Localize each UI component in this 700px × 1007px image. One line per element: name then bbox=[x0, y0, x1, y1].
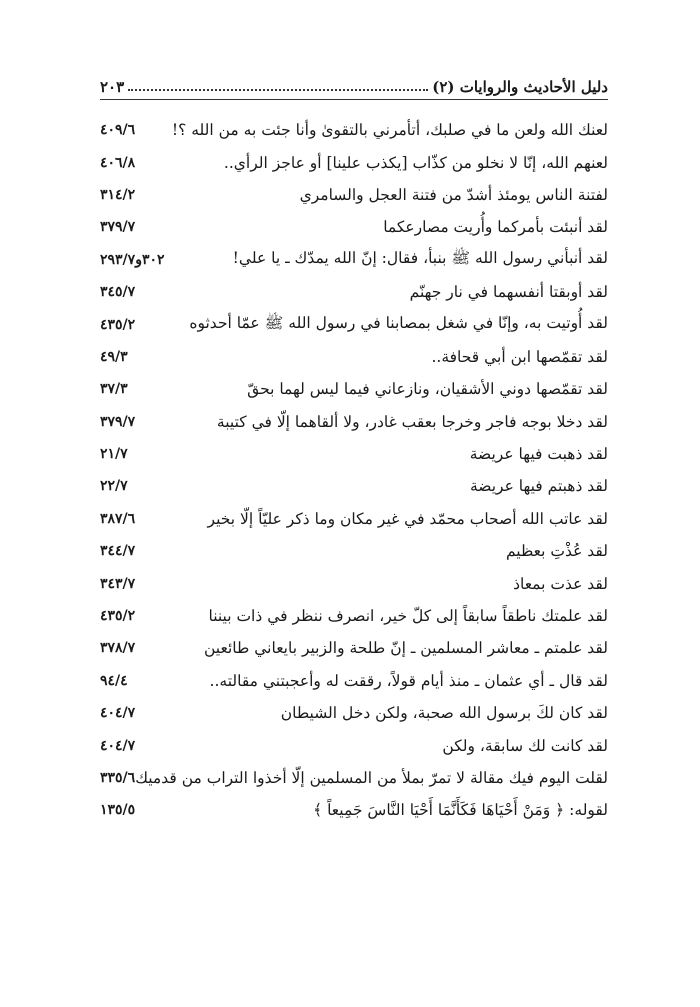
entry-text: لقد تقمّصها دوني الأشقيان، ونازعاني فيما ليس لهما بحقّ bbox=[247, 380, 608, 399]
index-entry bbox=[100, 211, 608, 243]
entry-text: لعنك الله ولعن ما في صلبك، أتأمرني بالتقوىٰ وأنا جئت به من الله ؟! bbox=[171, 121, 608, 140]
entry-text: لعنهم الله، إنّا لا نخلو من كذّاب [يكذب علينا] أو عاجز الرأي.. bbox=[223, 153, 608, 172]
index-list bbox=[100, 114, 608, 827]
index-entry bbox=[100, 697, 608, 729]
entry-text: لقد تقمّصها ابن أبي قحافة.. bbox=[431, 347, 608, 366]
entry-reference: ٤٣٥/٢ bbox=[100, 608, 136, 625]
entry-text: لقوله: ﴿ وَمَنْ أَحْيَاهَا فَكَأَنَّمَا أَحْيَا النَّاسَ جَمِيعاً ﴾ bbox=[313, 801, 608, 820]
header-title: دليل الأحاديث والروايات (٢) bbox=[432, 78, 608, 96]
entry-reference: ٤٠٤/٧ bbox=[100, 737, 136, 754]
index-entry bbox=[100, 665, 608, 697]
index-entry bbox=[100, 114, 608, 146]
entry-reference: ٣٤٥/٧ bbox=[100, 284, 136, 301]
entry-reference: ٣٠٢و٢٩٣/٧ bbox=[100, 251, 165, 268]
index-entry bbox=[100, 535, 608, 567]
entry-reference: ٣٧/٣ bbox=[100, 381, 128, 398]
entry-reference: ٤٣٥/٢ bbox=[100, 316, 136, 333]
entry-text: لقد عاتب الله أصحاب محمّد في غير مكان وما ذكر عليّاً إلّا بخير bbox=[207, 509, 608, 528]
entry-reference: ٣٤٣/٧ bbox=[100, 575, 136, 592]
index-entry bbox=[100, 341, 608, 373]
entry-text: لقد أنبأني رسول الله ﷺ بنبأ، فقال: إنّ الله يمدّك ـ يا علي! bbox=[232, 249, 608, 268]
page-number: ٢٠٣ bbox=[100, 78, 125, 96]
index-entry bbox=[100, 503, 608, 535]
entry-text: لقد دخلا بوجه فاجر وخرجا بعقب غادر، ولا ألقاهما إلّا في كتيبة bbox=[216, 412, 608, 431]
entry-reference: ٩٤/٤ bbox=[100, 672, 128, 689]
entry-reference: ٣١٤/٢ bbox=[100, 186, 136, 203]
entry-text: لقد ذهبت فيها عريضة bbox=[469, 445, 608, 464]
entry-text: لقد أنبئت بأمركما وأُريت مصارعكما bbox=[383, 218, 608, 237]
index-entry bbox=[100, 567, 608, 599]
entry-text: لفتنة الناس يومئذ أشدّ من فتنة العجل والسامري bbox=[299, 185, 608, 204]
index-entry bbox=[100, 438, 608, 470]
index-entry bbox=[100, 632, 608, 664]
entry-text: لقد قال ـ أي عثمان ـ منذ أيام قولاً، رققت له وأعجبتني مقالته.. bbox=[209, 671, 608, 690]
entry-reference: ١٣٥/٥ bbox=[100, 802, 136, 819]
index-entry bbox=[100, 179, 608, 211]
index-entry bbox=[100, 600, 608, 632]
running-header bbox=[100, 74, 608, 96]
entry-text: لقد علمتك ناطقاً سابقاً إلى كلّ خير، انصرف ننظر في ذات بيننا bbox=[208, 607, 608, 626]
entry-reference: ٤٠٦/٨ bbox=[100, 154, 136, 171]
entry-text: لقد عذت بمعاذ bbox=[513, 574, 608, 593]
entry-reference: ٣٧٩/٧ bbox=[100, 413, 136, 430]
entry-reference: ٣٧٨/٧ bbox=[100, 640, 136, 657]
leader-dots bbox=[128, 89, 428, 91]
index-entry bbox=[100, 794, 608, 826]
index-entry bbox=[100, 470, 608, 502]
index-entry bbox=[100, 308, 608, 340]
index-entry bbox=[100, 373, 608, 405]
entry-text: لقد أوبقتا أنفسهما في نار جهنّم bbox=[409, 283, 608, 302]
entry-text: لقد ذهبتم فيها عريضة bbox=[469, 477, 608, 496]
entry-text: لقد كان لكَ برسول الله صحبة، ولكن دخل الشيطان bbox=[280, 704, 608, 723]
entry-reference: ٣٤٤/٧ bbox=[100, 543, 136, 560]
index-entry bbox=[100, 276, 608, 308]
entry-reference: ٣٨٧/٦ bbox=[100, 510, 136, 527]
header-rule bbox=[100, 99, 608, 100]
index-entry bbox=[100, 406, 608, 438]
entry-text: لقد كانت لك سابقة، ولكن bbox=[442, 736, 608, 755]
entry-text: لقد أُوتيت به، وإنّا في شغل بمصابنا في رسول الله ﷺ عمّا أحدثوه bbox=[189, 314, 608, 333]
index-entry bbox=[100, 729, 608, 761]
entry-reference: ٢١/٧ bbox=[100, 446, 128, 463]
entry-reference: ٣٣٥/٦ bbox=[99, 770, 136, 786]
entry-reference: ٢٢/٧ bbox=[100, 478, 128, 495]
entry-text: لقد عُذْتِ بعظيم bbox=[505, 542, 608, 561]
index-entry bbox=[100, 146, 608, 178]
index-entry bbox=[100, 762, 608, 794]
entry-reference: ٤٠٤/٧ bbox=[100, 705, 136, 722]
entry-text: لقلت اليوم فيك مقالة لا تمرّ بملأ من المسلمين إلّا أخذوا التراب من قدميك bbox=[135, 769, 608, 787]
entry-reference: ٤٠٩/٦ bbox=[100, 122, 136, 139]
entry-reference: ٣٧٩/٧ bbox=[100, 219, 136, 236]
index-entry bbox=[100, 244, 608, 276]
entry-text: لقد علمتم ـ معاشر المسلمين ـ إنّ طلحة والزبير بايعاني طائعين bbox=[203, 639, 608, 658]
entry-reference: ٤٩/٣ bbox=[100, 348, 128, 365]
